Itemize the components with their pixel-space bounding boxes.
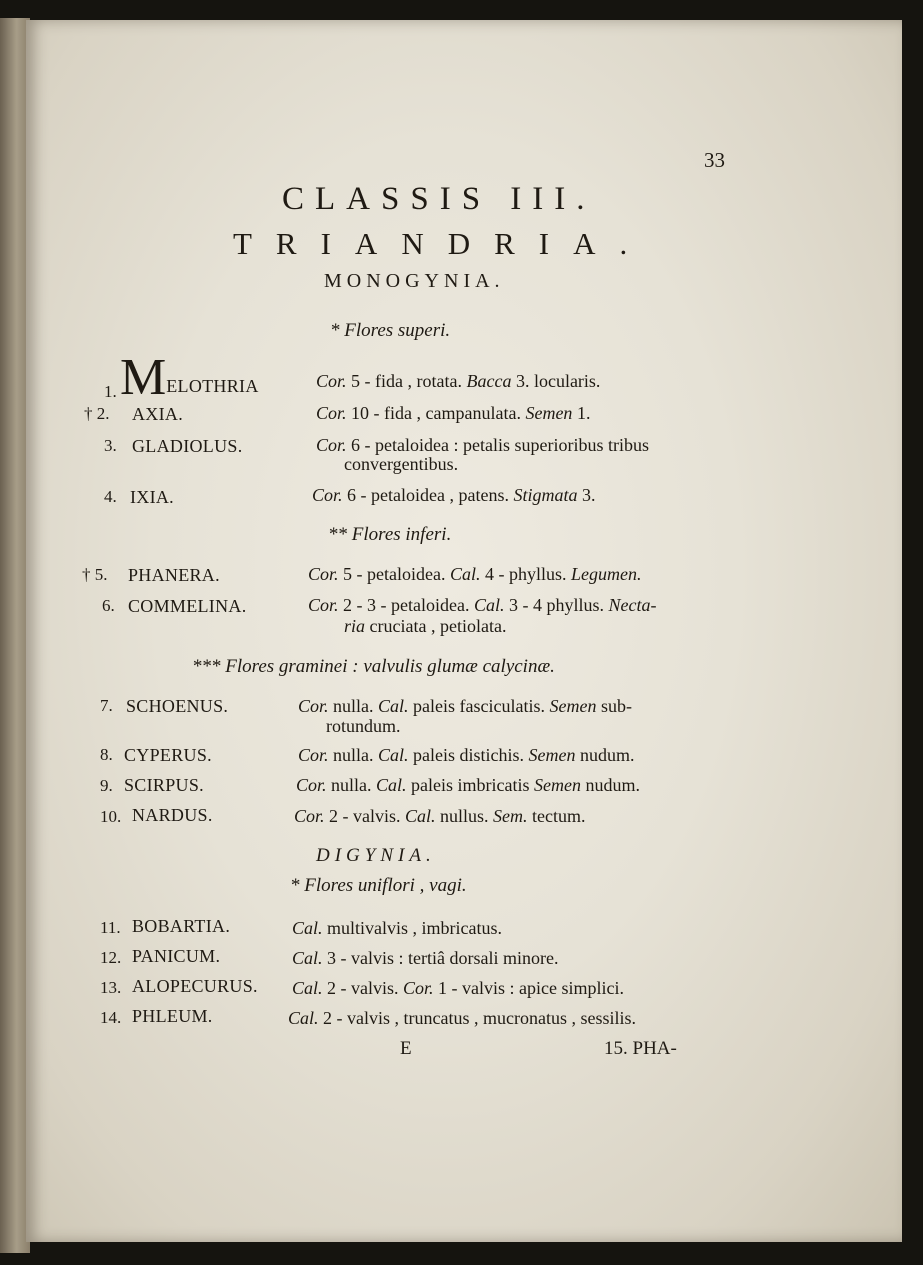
entry-description: Cor. 6 - petaloidea , patens. Stigmata 3. bbox=[312, 485, 596, 505]
dagger-mark: † bbox=[84, 404, 93, 423]
genus-name: NARDUS. bbox=[132, 805, 213, 825]
entry-number: 7. bbox=[100, 696, 113, 715]
entry-number: 12. bbox=[100, 948, 122, 967]
genus-name: IXIA. bbox=[130, 487, 174, 507]
entry-number: 8. bbox=[100, 745, 113, 764]
subhead-flores-superi: * Flores superi. bbox=[330, 320, 451, 341]
entry-number: † 5. bbox=[82, 565, 108, 584]
entry-number: 3. bbox=[104, 436, 117, 455]
entry-description: Cal. 2 - valvis. Cor. 1 - valvis : apice simplici. bbox=[292, 978, 624, 998]
genus-name: COMMELINA. bbox=[128, 596, 247, 616]
entry-number: 9. bbox=[100, 776, 113, 795]
entry-description: Cal. 3 - valvis : tertiâ dorsali minore. bbox=[292, 948, 559, 968]
entry-description: Cal. 2 - valvis , truncatus , mucronatus , sessilis. bbox=[288, 1008, 636, 1028]
genus-name: SCIRPUS. bbox=[124, 775, 204, 795]
entry-description: Cor. nulla. Cal. paleis fasciculatis. Semen sub- bbox=[298, 696, 632, 716]
entry-description-continuation: ria cruciata , petiolata. bbox=[344, 616, 507, 636]
entry-description: Cor. 10 - fida , campanulata. Semen 1. bbox=[316, 403, 591, 423]
entry-number: 10. bbox=[100, 807, 122, 826]
genus-name: SCHOENUS. bbox=[126, 696, 229, 716]
genus-name bbox=[120, 349, 259, 406]
entry-description: Cor. 5 - fida , rotata. Bacca 3. locularis. bbox=[316, 371, 601, 391]
order-heading-monogynia: MONOGYNIA. bbox=[324, 270, 505, 292]
entry-number: 13. bbox=[100, 978, 122, 997]
genus-name: PHLEUM. bbox=[132, 1006, 213, 1026]
subhead-flores-graminei: *** Flores graminei : valvulis glumæ calycinæ. bbox=[192, 656, 555, 677]
entry-description: Cal. multivalvis , imbricatus. bbox=[292, 918, 502, 938]
genus-name: CYPERUS. bbox=[124, 745, 212, 765]
signature-mark: E bbox=[400, 1038, 412, 1059]
genus-name-rest: ELOTHRIA bbox=[166, 376, 259, 396]
genus-name: PANICUM. bbox=[132, 946, 221, 966]
genus-name: PHANERA. bbox=[128, 565, 220, 585]
entry-number: 1. bbox=[104, 382, 117, 401]
dagger-mark: † bbox=[82, 565, 91, 584]
genus-name: AXIA. bbox=[132, 404, 183, 424]
entry-number: 14. bbox=[100, 1008, 122, 1027]
subhead-flores-inferi: ** Flores inferi. bbox=[328, 524, 452, 545]
page-number: 33 bbox=[704, 148, 725, 172]
entry-number: † 2. bbox=[84, 404, 110, 423]
subhead-flores-uniflori: * Flores uniflori , vagi. bbox=[290, 875, 467, 896]
initial-capital: M bbox=[120, 349, 167, 406]
entry-description: Cor. 5 - petaloidea. Cal. 4 - phyllus. Legumen. bbox=[308, 564, 642, 584]
entry-description: Cor. 6 - petaloidea : petalis superioribus tribus bbox=[316, 435, 649, 455]
entry-description: Cor. 2 - valvis. Cal. nullus. Sem. tectum. bbox=[294, 806, 586, 826]
genus-name: ALOPECURUS. bbox=[132, 976, 258, 996]
entry-number: 11. bbox=[100, 918, 121, 937]
class-title: TRIANDRIA. bbox=[233, 226, 652, 261]
entry-number: 6. bbox=[102, 596, 115, 615]
genus-name: BOBARTIA. bbox=[132, 916, 231, 936]
entry-description-continuation: rotundum. bbox=[326, 716, 401, 736]
genus-name: GLADIOLUS. bbox=[132, 436, 243, 456]
entry-description: Cor. nulla. Cal. paleis distichis. Semen nudum. bbox=[298, 745, 635, 765]
entry-description: Cor. nulla. Cal. paleis imbricatis Semen nudum. bbox=[296, 775, 640, 795]
entry-number: 4. bbox=[104, 487, 117, 506]
order-heading-digynia: DIGYNIA. bbox=[316, 845, 436, 866]
entry-description-continuation: convergentibus. bbox=[344, 454, 459, 474]
book-page bbox=[26, 20, 902, 1242]
class-heading: CLASSIS III. bbox=[282, 181, 596, 217]
entry-description: Cor. 2 - 3 - petaloidea. Cal. 3 - 4 phyllus. Necta- bbox=[308, 595, 657, 615]
catchword: 15. PHA- bbox=[604, 1038, 677, 1059]
